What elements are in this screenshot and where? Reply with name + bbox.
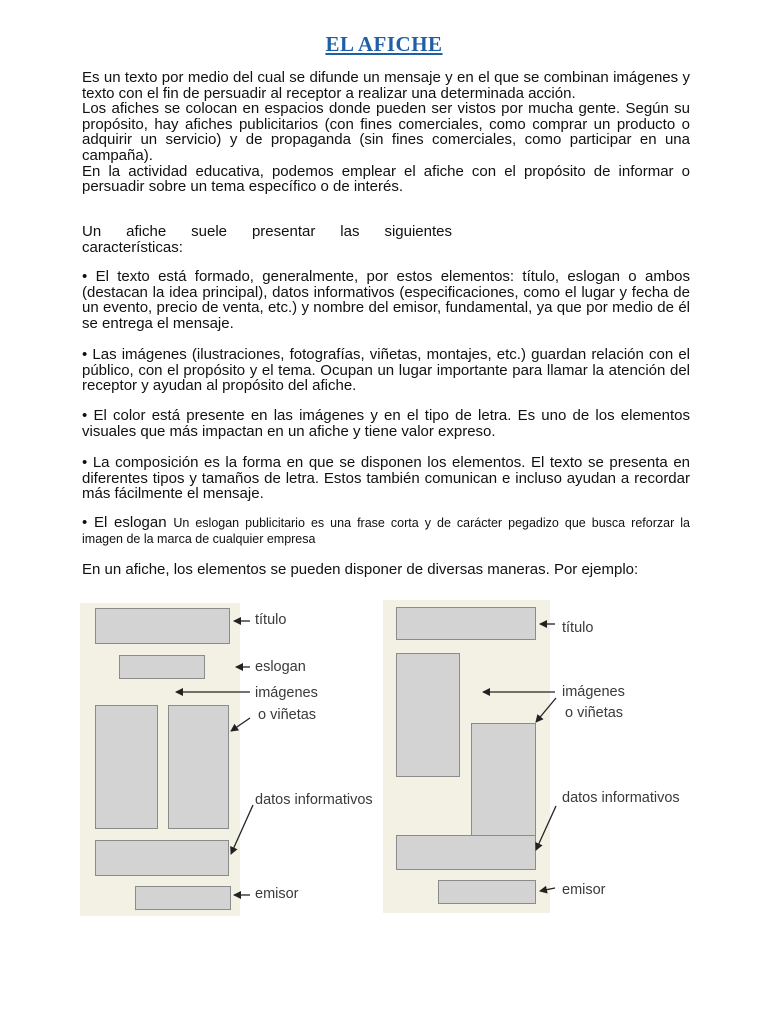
page-title: EL AFICHE bbox=[325, 32, 443, 56]
right-label-imagenes: imágenes bbox=[562, 684, 625, 700]
left-label-datos: datos informativos bbox=[255, 792, 373, 808]
right-label-emisor: emisor bbox=[562, 882, 606, 898]
arrow-left-datos bbox=[231, 805, 253, 854]
bullet-texto: • El texto está formado, generalmente, por estos elementos: título, eslogan o ambos (destacan la idea principal), datos informativos (especificaciones, como el lugar y fecha de un evento, precio de venta, etc.) y nombre del emisor, fundamental, ya que por medio de él se entrega el mensaje. bbox=[82, 268, 690, 332]
intro-paragraph-3: En la actividad educativa, podemos emplear el afiche con el propósito de informar o persuadir sobre un tema específico o de interés. bbox=[82, 162, 690, 196]
left-label-emisor: emisor bbox=[255, 886, 299, 902]
left-label-vinetas: o viñetas bbox=[258, 707, 317, 723]
intro-paragraph-2: Los afiches se colocan en espacios donde pueden ser vistos por mucha gente. Según su propósito, hay afiches publicitarios (con fines comerciales, como comprar un producto o adquirir un servicio) y de propaganda (sin fines comerciales, como participar en una campaña). bbox=[82, 100, 690, 164]
arrow-right-vinetas bbox=[536, 698, 556, 722]
characteristics-line-1: Un afiche suele presentar las siguientes bbox=[82, 223, 452, 240]
right-label-vinetas: o viñetas bbox=[565, 705, 624, 721]
left-label-eslogan: eslogan bbox=[255, 659, 306, 675]
arrow-right-emisor bbox=[540, 888, 555, 891]
right-label-titulo: título bbox=[562, 620, 594, 636]
left-label-imagenes: imágenes bbox=[255, 685, 318, 701]
eslogan-heading: • El eslogan bbox=[82, 514, 167, 531]
disposicion-text: En un afiche, los elementos se pueden disponer de diversas maneras. Por ejemplo: bbox=[82, 561, 639, 578]
left-label-titulo: título bbox=[255, 612, 287, 628]
eslogan-description: Un eslogan publicitario es una frase corta y de carácter pegadizo que busca reforzar la imagen de la marca de cualquier empresa bbox=[82, 516, 690, 546]
arrow-left-vinetas bbox=[231, 718, 250, 731]
bullet-color: • El color está presente en las imágenes y en el tipo de letra. Es uno de los elementos visuales que más impactan en un afiche y tiene valor expreso. bbox=[82, 407, 690, 440]
arrow-right-datos bbox=[536, 806, 556, 850]
intro-paragraph-1: Es un texto por medio del cual se difunde un mensaje y en el que se combinan imágenes y texto con el fin de persuadir al receptor a realizar una determinada acción. bbox=[82, 69, 690, 102]
right-label-datos: datos informativos bbox=[562, 790, 680, 806]
characteristics-line-2: características: bbox=[82, 238, 183, 256]
bullet-imagenes: • Las imágenes (ilustraciones, fotografías, viñetas, montajes, etc.) guardan relación con el público, con el propósito y el tema. Ocupan un lugar importante para llamar la atención del receptor y ayudan al propósito del afiche. bbox=[82, 346, 690, 395]
bullet-composicion: • La composición es la forma en que se disponen los elementos. El texto se presenta en diferentes tipos y tamaños de letra. Estos también comunican e incluso ayudan a recordar más fácilmente el mensaje. bbox=[82, 454, 690, 503]
